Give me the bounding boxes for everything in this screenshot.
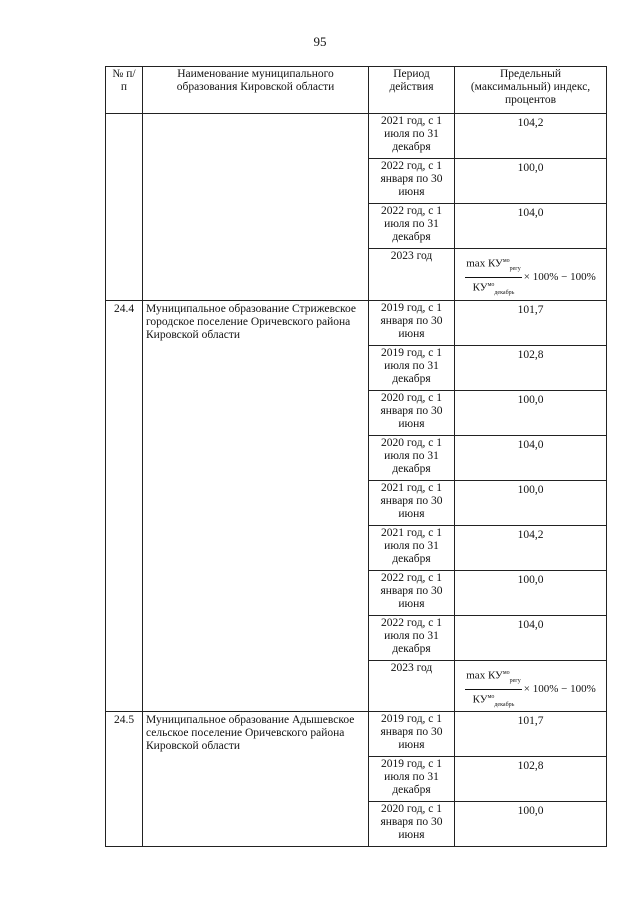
- numerator-sub: регу: [509, 677, 521, 684]
- period-cell: 2022 год, с 1 января по 30 июня: [369, 159, 455, 204]
- index-cell: 102,8: [455, 345, 607, 390]
- page-number: 95: [313, 34, 327, 49]
- tariff-index-table: [105, 66, 607, 847]
- index-cell: 104,0: [455, 204, 607, 249]
- header-name: Наименование муниципального образования Кировской области: [143, 67, 369, 114]
- header-index: Предельный (максимальный) индекс, процентов: [455, 67, 607, 114]
- index-cell: 102,8: [455, 757, 607, 802]
- index-cell: [455, 249, 607, 301]
- period-cell: 2022 год, с 1 июля по 31 декабря: [369, 615, 455, 660]
- denominator-sup: мо: [487, 693, 495, 700]
- formula-numerator: [465, 667, 522, 690]
- period-cell: 2023 год: [369, 249, 455, 301]
- index-cell: 100,0: [455, 480, 607, 525]
- formula-fraction: [465, 255, 522, 300]
- index-cell: 101,7: [455, 300, 607, 345]
- index-cell: 100,0: [455, 802, 607, 847]
- numerator-sup: мо: [502, 258, 510, 264]
- numerator-sup: мо: [502, 669, 510, 676]
- period-cell: 2019 год, с 1 июля по 31 декабря: [369, 757, 455, 802]
- period-cell: 2021 год, с 1 июля по 31 декабря: [369, 525, 455, 570]
- formula-denominator: [473, 278, 515, 300]
- numerator-text: max КУ: [466, 257, 503, 270]
- index-cell: 104,0: [455, 615, 607, 660]
- formula-tail: × 100% − 100%: [523, 682, 596, 695]
- index-cell: 104,2: [455, 525, 607, 570]
- index-cell: 101,7: [455, 712, 607, 757]
- table-row: [106, 712, 607, 757]
- period-cell: 2021 год, с 1 июля по 31 декабря: [369, 114, 455, 159]
- row-number: 24.5: [106, 712, 143, 847]
- period-cell: 2021 год, с 1 января по 30 июня: [369, 480, 455, 525]
- header-period: Период действия: [369, 67, 455, 114]
- row-number: 24.4: [106, 300, 143, 712]
- period-cell: 2020 год, с 1 января по 30 июня: [369, 802, 455, 847]
- table-body: [106, 114, 607, 847]
- index-cell: 100,0: [455, 390, 607, 435]
- period-cell: 2019 год, с 1 января по 30 июня: [369, 712, 455, 757]
- denominator-sub: декабрь: [494, 701, 515, 708]
- municipality-name: Муниципальное образование Адышевское сельское поселение Оричевского района Кировской области: [143, 712, 369, 847]
- formula-denominator: [473, 690, 515, 712]
- formula-numerator: [465, 255, 522, 278]
- period-cell: 2020 год, с 1 июля по 31 декабря: [369, 435, 455, 480]
- denominator-text: КУ: [472, 693, 488, 706]
- table-row: [106, 114, 607, 159]
- formula-tail: × 100% − 100%: [523, 270, 596, 283]
- numerator-sub: регу: [509, 265, 521, 272]
- formula-fraction: [465, 667, 522, 712]
- header-num: № п/п: [106, 67, 143, 114]
- period-cell: 2022 год, с 1 января по 30 июня: [369, 570, 455, 615]
- period-cell: 2019 год, с 1 января по 30 июня: [369, 300, 455, 345]
- municipality-name: Муниципальное образование Стрижевское городское поселение Оричевского района Кировской области: [143, 300, 369, 712]
- index-cell: 104,2: [455, 114, 607, 159]
- index-cell: 100,0: [455, 570, 607, 615]
- denominator-sub: декабрь: [494, 289, 515, 296]
- denominator-sup: мо: [487, 281, 495, 288]
- index-cell: 104,0: [455, 435, 607, 480]
- index-cell: 100,0: [455, 159, 607, 204]
- period-cell: 2019 год, с 1 июля по 31 декабря: [369, 345, 455, 390]
- period-cell: 2023 год: [369, 660, 455, 712]
- denominator-text: КУ: [472, 281, 488, 294]
- index-formula: [455, 664, 606, 712]
- municipality-name: [143, 114, 369, 301]
- period-cell: 2022 год, с 1 июля по 31 декабря: [369, 204, 455, 249]
- index-cell: [455, 660, 607, 712]
- numerator-text: max КУ: [466, 669, 503, 682]
- table-header-row: [106, 67, 607, 114]
- row-number: [106, 114, 143, 301]
- index-formula: [455, 252, 606, 300]
- table-row: [106, 300, 607, 345]
- period-cell: 2020 год, с 1 января по 30 июня: [369, 390, 455, 435]
